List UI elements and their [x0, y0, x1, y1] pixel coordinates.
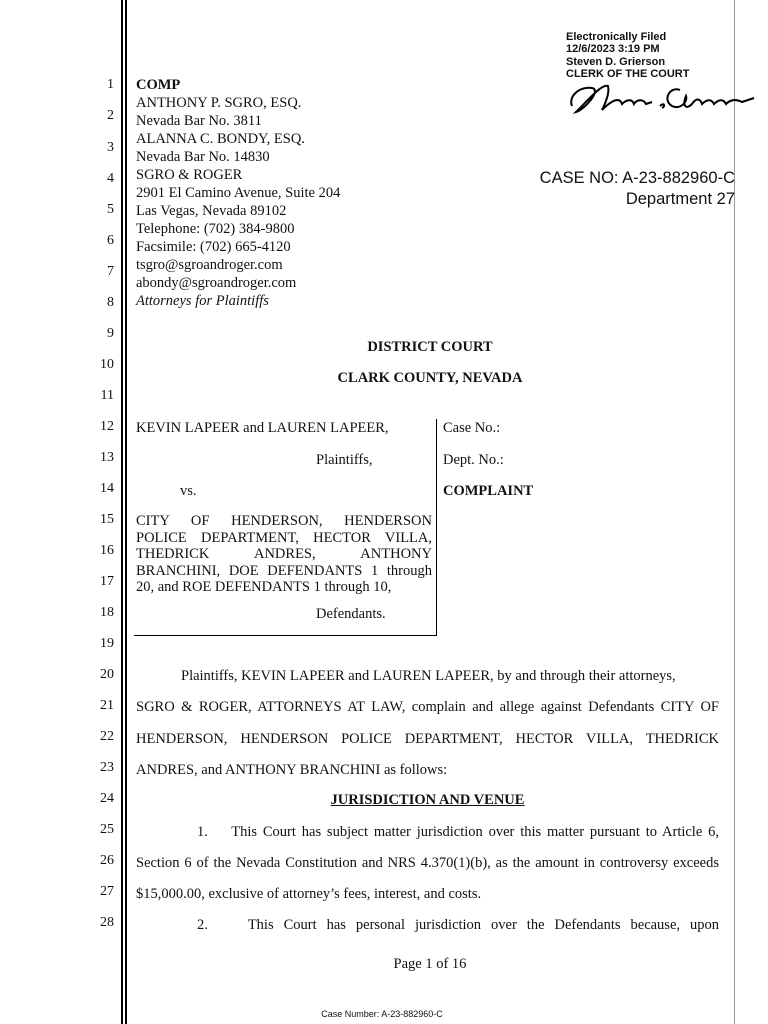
case-no-label: Case No.: [443, 420, 501, 436]
defendants-line: POLICE DEPARTMENT, HECTOR VILLA, [136, 529, 432, 546]
line-number: 19 [100, 636, 114, 651]
line-number: 4 [107, 171, 114, 186]
footer-case-number: Case Number: A-23-882960-C [321, 1009, 443, 1019]
filing-stamp-line: 12/6/2023 3:19 PM [566, 43, 660, 56]
attorney-line: Las Vegas, Nevada 89102 [136, 203, 287, 219]
caption-defendants [136, 513, 432, 596]
line-number: 11 [100, 388, 114, 403]
line-number: 12 [100, 419, 114, 434]
intro-line: Plaintiffs, KEVIN LAPEER and LAUREN LAPEER, by and through their attorneys, [181, 668, 676, 684]
attorney-line: ANTHONY P. SGRO, ESQ. [136, 95, 302, 111]
dept-no-label: Dept. No.: [443, 452, 504, 468]
line-number: 17 [100, 574, 114, 589]
document-title: COMPLAINT [443, 483, 534, 499]
attorney-line: Telephone: (702) 384-9800 [136, 221, 295, 237]
filing-stamp [566, 31, 689, 81]
page-number: Page 1 of 16 [393, 956, 467, 972]
filing-stamp-line: Electronically Filed [566, 31, 667, 43]
paragraph-2-line: 2. This Court has personal jurisdiction over the Defendants because, upon [197, 917, 719, 933]
paragraph-1-line: $15,000.00, exclusive of attorney’s fees, interest, and costs. [136, 886, 482, 902]
attorney-line: Facsimile: (702) 665-4120 [136, 239, 291, 255]
attorney-line: SGRO & ROGER [136, 167, 243, 183]
defendants-line: CITY OF HENDERSON, HENDERSON [136, 513, 432, 529]
line-number: 3 [107, 140, 114, 155]
caption-defendants-label: Defendants. [316, 606, 386, 622]
section-heading: JURISDICTION AND VENUE [330, 792, 525, 808]
caption-plaintiffs-label: Plaintiffs, [316, 452, 373, 468]
line-number: 16 [100, 543, 114, 558]
line-number: 25 [100, 822, 114, 837]
line-number: 14 [100, 481, 114, 496]
line-number: 10 [100, 357, 114, 372]
paragraph-1-line: 1. This Court has subject matter jurisdiction over this matter pursuant to Article 6, [197, 824, 719, 840]
case-number: CASE NO: A-23-882960-C [539, 169, 735, 187]
attorney-line: Nevada Bar No. 3811 [136, 113, 262, 129]
court-name: DISTRICT COURT [367, 339, 493, 355]
line-number: 2 [107, 108, 114, 123]
line-number: 23 [100, 760, 114, 775]
attorneys-for: Attorneys for Plaintiffs [136, 293, 269, 309]
attorney-email: abondy@sgroandroger.com [136, 275, 297, 291]
document-code: COMP [136, 77, 181, 93]
line-number: 26 [100, 853, 114, 868]
right-margin-rule [734, 0, 735, 1024]
line-number: 15 [100, 512, 114, 527]
line-number: 13 [100, 450, 114, 465]
caption-plaintiffs: KEVIN LAPEER and LAUREN LAPEER, [136, 420, 389, 436]
left-margin-rule-outer [121, 0, 123, 1024]
attorney-line: Nevada Bar No. 14830 [136, 149, 270, 165]
left-margin-rule-inner [125, 0, 127, 1024]
line-number: 6 [107, 233, 114, 248]
caption-vs: vs. [180, 483, 197, 499]
defendants-line: BRANCHINI, DOE DEFENDANTS 1 through [136, 562, 432, 579]
attorney-email: tsgro@sgroandroger.com [136, 257, 283, 273]
line-number: 8 [107, 295, 114, 310]
intro-line: HENDERSON, HENDERSON POLICE DEPARTMENT, HECTOR VILLA, THEDRICK [136, 731, 719, 747]
department: Department 27 [625, 190, 735, 208]
clerk-signature [562, 76, 758, 118]
line-number: 1 [107, 77, 114, 92]
filing-stamp-line: CLERK OF THE COURT [566, 68, 690, 81]
intro-line: ANDRES, and ANTHONY BRANCHINI as follows: [136, 762, 448, 778]
line-number: 21 [100, 698, 114, 713]
intro-line: SGRO & ROGER, ATTORNEYS AT LAW, complain and allege against Defendants CITY OF [136, 699, 719, 715]
line-number: 9 [107, 326, 114, 341]
defendants-line: THEDRICK ANDRES, ANTHONY [136, 546, 432, 562]
court-county: CLARK COUNTY, NEVADA [337, 370, 523, 386]
attorney-block [136, 76, 340, 310]
line-number: 22 [100, 729, 114, 744]
defendants-line: 20, and ROE DEFENDANTS 1 through 10, [136, 579, 392, 595]
filing-stamp-line: Steven D. Grierson [566, 55, 666, 68]
line-number: 24 [100, 791, 114, 806]
case-number-stamp [540, 168, 735, 210]
line-number: 28 [100, 915, 114, 930]
line-number: 20 [100, 667, 114, 682]
line-number: 18 [100, 605, 114, 620]
paragraph-1-line: Section 6 of the Nevada Constitution and NRS 4.370(1)(b), as the amount in controversy exceeds [136, 855, 719, 871]
attorney-line: 2901 El Camino Avenue, Suite 204 [136, 185, 341, 201]
line-number: 27 [100, 884, 114, 899]
line-number: 5 [107, 202, 114, 217]
line-number: 7 [107, 264, 114, 279]
attorney-line: ALANNA C. BONDY, ESQ. [136, 131, 305, 147]
